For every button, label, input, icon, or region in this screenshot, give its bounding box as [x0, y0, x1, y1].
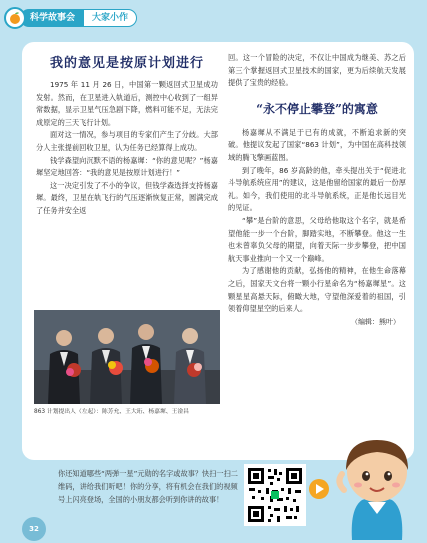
paragraph: 杨嘉墀从不满足于已有的成就，不断追求新的突破。他提议发起了国家“863 计划”，为中国在高科技领域的腾飞擎画蓝图。 [228, 127, 406, 162]
photo-caption: 863 计划提出人（左起）：陈芳允、王大珩、杨嘉墀、王淦昌 [34, 409, 189, 415]
paragraph: “攀”是台阶的意思，父母给他取这个名字，就是希望他能一步一个台阶，脚踏实地，不断攀登。他这一生也未曾辜负父母的期望，向着天际一步步攀登，把中国航天事业推向一个又一个巅峰。 [228, 215, 406, 263]
column-label: 科学故事会 [20, 9, 83, 27]
paragraph: 1975 年 11 月 26 日，中国第一颗返回式卫星成功发射。然而，在卫星进入轨道后，测控中心收到了一组异常数据，显示卫星气压急剧下降，燃料可能不足，无法完成原定的三天飞行计划。 [36, 80, 218, 127]
paragraph: 为了感谢他的贡献，弘扬他的精神，在他生命落幕之后，国家天文台将一颗小行星命名为“杨嘉墀星”。这颗星星高悬天际，俯瞰大地，守望他深爱着的祖国，引领着仰望星空的后来人。 [228, 266, 406, 314]
left-column [36, 52, 218, 218]
mascot-illustration [332, 430, 422, 540]
author-label: 大家小作 [83, 9, 137, 27]
article-title: 我的意见是按原计划进行 [49, 56, 204, 71]
orange-logo-icon [4, 7, 26, 29]
video-play-icon[interactable] [308, 478, 330, 500]
historical-photo [34, 310, 220, 404]
bottom-prompt: 你还知道哪些“两弹一星”元勋的名字或故事？快扫一扫二维码，讲给我们听吧！你的分享，将有机会在我们的视频号上闪亮登场，全国的小朋友都会听到你讲的故事！ [58, 469, 238, 504]
right-column [228, 52, 406, 328]
page-number: 32 [22, 517, 46, 541]
qr-code[interactable] [244, 464, 306, 526]
column-header [4, 6, 137, 30]
paragraph: 这一决定引发了不小的争议，但钱学森选择支持杨嘉墀。最终，卫星在轨飞行的气压逐渐恢复正常，圆满完成了任务并安全返 [36, 180, 218, 215]
editor-credit: （编辑：熊叶） [351, 317, 400, 326]
paragraph: 钱学森望向沉默不语的杨嘉墀：“你的意见呢？”杨嘉墀坚定地回答：“我的意见是按原计划进行！” [36, 155, 218, 178]
paragraph-continued: 回。这一个冒险的决定，不仅让中国成为继美、苏之后第三个掌握返回式卫星技术的国家，更为后续航天发展提供了宝贵的经验。 [228, 53, 406, 88]
section-subtitle: “永不停止攀登”的寓意 [256, 101, 378, 116]
paragraph: 面对这一情况，参与项目的专家们产生了分歧。大部分人主张提前回收卫星，认为任务已经算得上成功。 [36, 130, 218, 152]
paragraph: 到了晚年，86 岁高龄的他，牵头提出关于“促进北斗导航系统应用”的建议，这是他留给国家的最后一份厚礼。如今，我们使用的北斗导航系统，正是他长远目光的见证。 [228, 165, 406, 213]
